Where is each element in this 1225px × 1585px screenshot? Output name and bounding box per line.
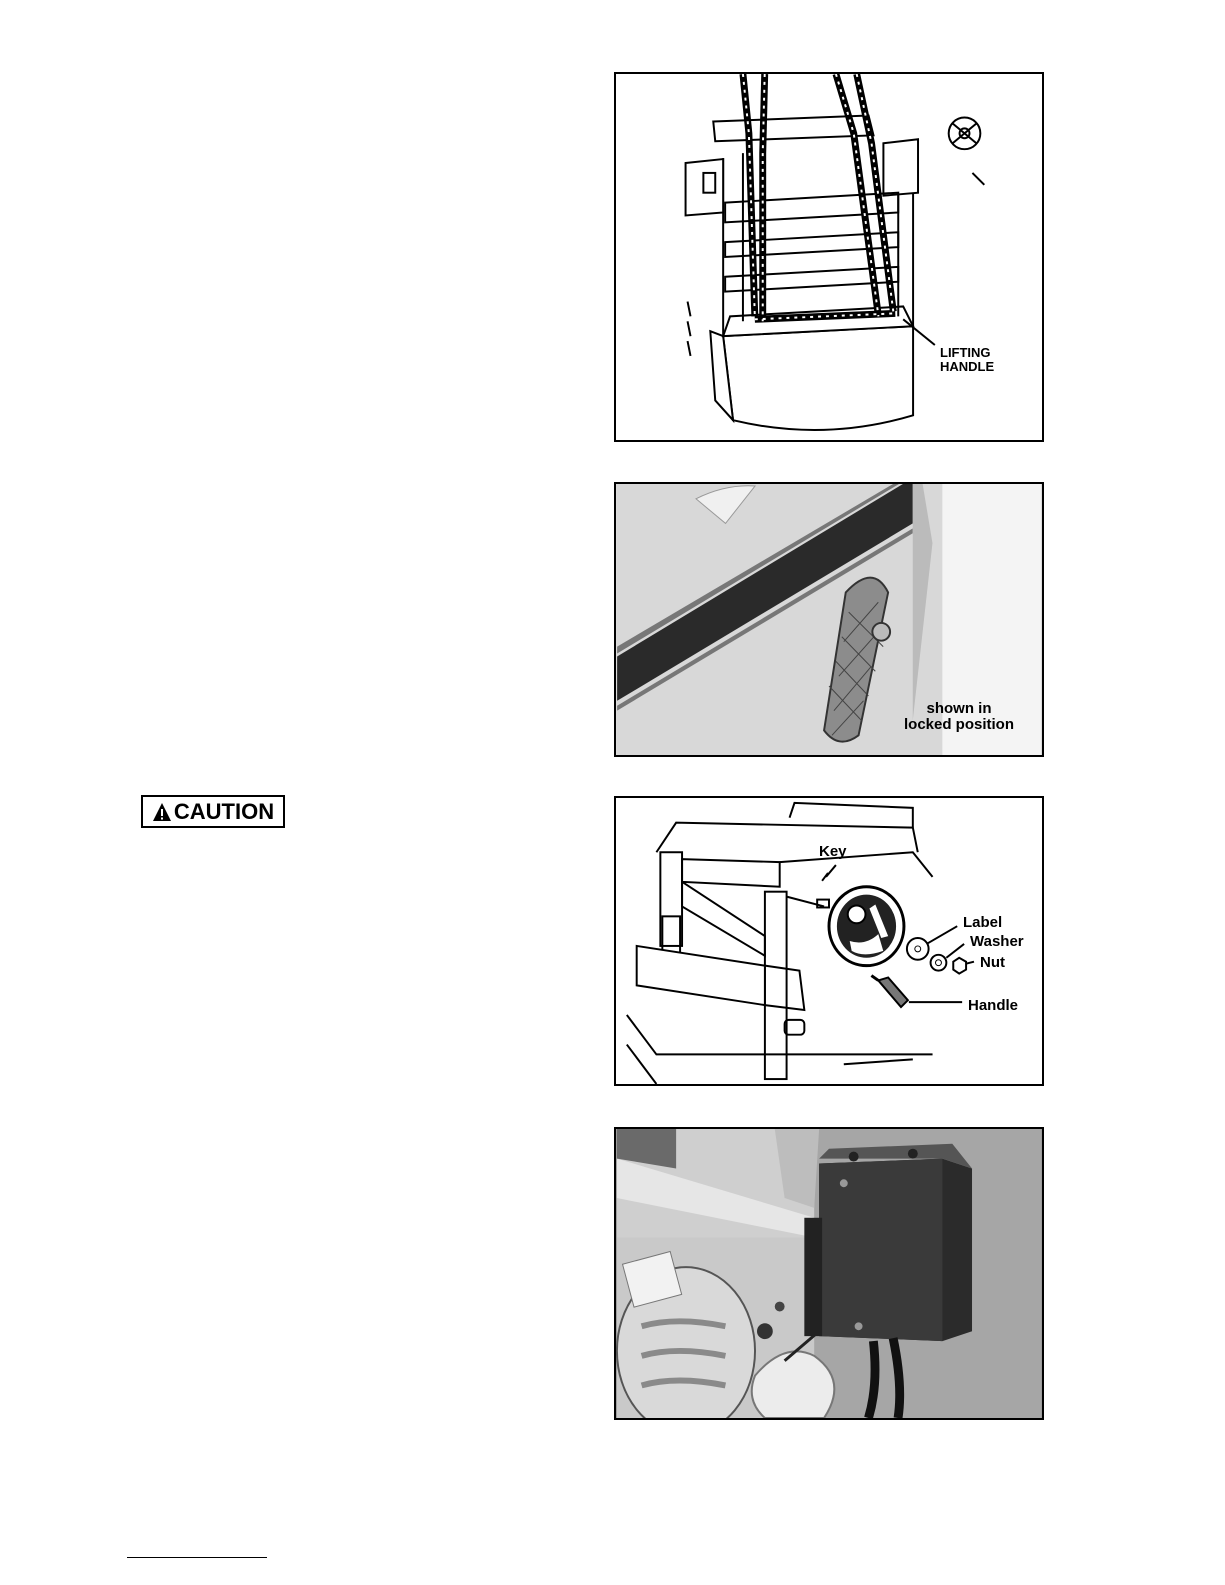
caution-label	[141, 795, 285, 828]
callout-washer: Washer	[970, 933, 1024, 950]
figure-cutter-head-lock	[614, 482, 1044, 757]
planer-lifting-drawing	[616, 74, 1042, 440]
figure-switch-box-mounting	[614, 1127, 1044, 1420]
figure-handwheel-assembly	[614, 796, 1044, 1086]
callout-locked-position: shown in locked position	[903, 700, 1014, 733]
switch-box-photo	[616, 1129, 1042, 1418]
caution-text: CAUTION	[173, 798, 275, 824]
callout-key: Key	[819, 843, 847, 860]
figure-planer-lifting	[614, 72, 1044, 442]
callout-handle: Handle	[968, 997, 1019, 1014]
warning-triangle-icon	[152, 802, 172, 822]
callout-nut: Nut	[980, 954, 1005, 971]
callout-lifting-handle: LIFTING HANDLE	[940, 345, 995, 374]
footer-rule	[127, 1557, 267, 1558]
callout-label: Label	[963, 914, 1003, 931]
